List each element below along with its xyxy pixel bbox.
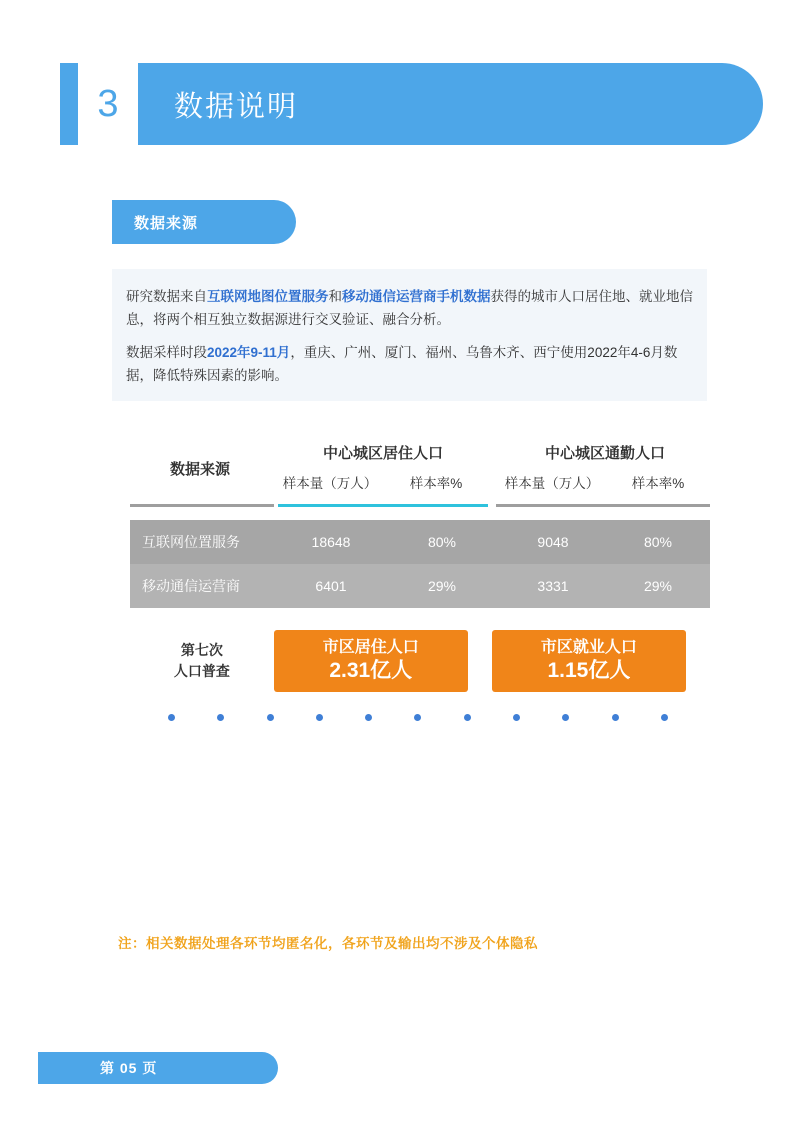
table-cell-value: 80% — [643, 534, 673, 550]
data-source-table — [130, 436, 710, 608]
separator-dot — [316, 714, 323, 721]
separator-dot — [414, 714, 421, 721]
census-card-title: 市区就业人口 — [540, 639, 637, 656]
census-label-line-1: 第七次 — [180, 642, 223, 658]
table-corner-header: 数据来源 — [169, 461, 230, 478]
separator-dot — [267, 714, 274, 721]
description-line-2 — [126, 341, 693, 387]
table-subheader-sample-rate-1: 样本率% — [409, 476, 463, 491]
table-rule-right — [496, 504, 710, 507]
census-row — [130, 622, 710, 700]
section-header — [60, 63, 763, 145]
subsection-tab-data-source — [112, 200, 296, 244]
census-card-value: 2.31亿人 — [329, 659, 413, 682]
dotted-separator — [168, 714, 668, 721]
table-body — [130, 520, 710, 608]
desc-text-1a: 研究数据来自 — [126, 289, 207, 304]
separator-dot — [661, 714, 668, 721]
table-cell-value: 6401 — [315, 578, 347, 594]
table-cell-value: 18648 — [311, 534, 351, 550]
section-title: 数据说明 — [174, 90, 299, 123]
section-number-box — [78, 63, 138, 145]
table-row — [130, 564, 710, 608]
table-group-header-commute: 中心城区通勤人口 — [544, 445, 665, 462]
table-rule-left — [130, 504, 274, 507]
table-row — [130, 520, 710, 564]
table-subheader-sample-size-2: 样本量（万人） — [504, 476, 600, 491]
desc-text-2b: ，重庆、广州、厦门、福州、乌鲁木齐、西宁使用2022年4-6月数据，降低特殊因素的影响。 — [126, 345, 678, 383]
table-group-header-residence: 中心城区居住人口 — [322, 445, 443, 462]
table-cell-value: 29% — [643, 578, 673, 594]
subsection-tab-label: 数据来源 — [134, 214, 199, 232]
description-panel — [112, 269, 707, 401]
census-card-employed — [492, 630, 686, 692]
desc-highlight-1b: 移动通信运营商手机数据 — [342, 289, 491, 304]
desc-highlight-1a: 互联网地图位置服务 — [207, 289, 329, 304]
desc-highlight-2a: 2022年9-11月 — [207, 345, 291, 360]
census-card-residents — [274, 630, 468, 692]
table-cell-value: 3331 — [537, 578, 569, 594]
page-number-tab — [38, 1052, 278, 1084]
table-subheader-sample-rate-2: 样本率% — [631, 476, 685, 491]
description-line-1 — [126, 285, 693, 331]
desc-text-1c: 获得的城市人口居住地、就业地信息，将两个相互独立数据源进行交叉验证、融合分析。 — [126, 289, 693, 327]
separator-dot — [464, 714, 471, 721]
census-label-line-2: 人口普查 — [173, 663, 230, 679]
separator-dot — [217, 714, 224, 721]
desc-text-2a: 数据采样时段 — [126, 345, 207, 360]
table-cell-value: 9048 — [537, 534, 569, 550]
table-subheader-sample-size-1: 样本量（万人） — [282, 476, 378, 491]
census-label — [130, 640, 274, 682]
table-rule-center-accent — [278, 504, 488, 507]
page-number-label: 第 05 页 — [100, 1060, 158, 1076]
table-cell-value: 80% — [427, 534, 457, 550]
separator-dot — [612, 714, 619, 721]
separator-dot — [513, 714, 520, 721]
table-cell-label: 移动通信运营商 — [142, 578, 240, 594]
census-card-value: 1.15亿人 — [547, 659, 631, 682]
desc-text-1b: 和 — [328, 289, 342, 304]
table-cell-label: 互联网位置服务 — [142, 534, 240, 550]
table-cell-value: 29% — [427, 578, 457, 594]
separator-dot — [168, 714, 175, 721]
table-header — [130, 436, 710, 508]
section-number: 3 — [97, 82, 119, 125]
privacy-note: 注：相关数据处理各环节均匿名化，各环节及输出均不涉及个体隐私 — [118, 936, 538, 951]
separator-dot — [562, 714, 569, 721]
separator-dot — [365, 714, 372, 721]
census-card-title: 市区居住人口 — [322, 639, 419, 656]
